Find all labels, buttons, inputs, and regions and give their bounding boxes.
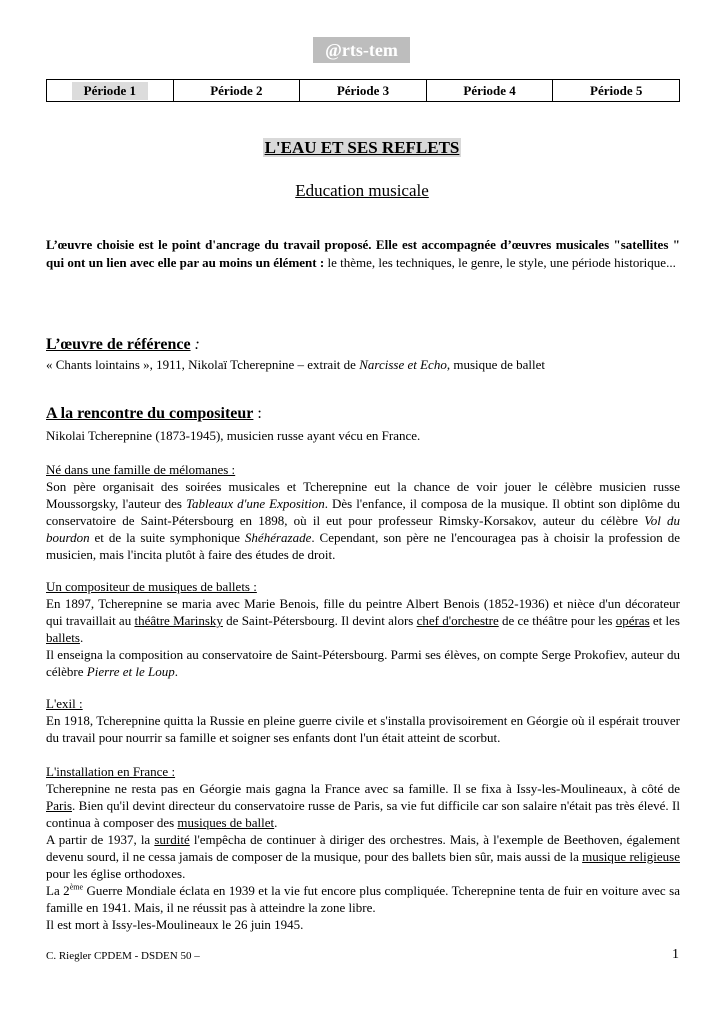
page-subtitle: Education musicale [295, 181, 429, 200]
section-text-2: A partir de 1937, la surdité l'empêcha de continuer à diriger des orchestres. Mais, à l'exemple de Beethoven, également devenu sourd, il ne cessa jamais de composer de la musique, pour des ballets bien sûr, mais aussi de la musique religieuse pour les église orthodoxes. [46, 832, 680, 881]
section-title: Né dans une famille de mélomanes : [46, 462, 236, 477]
section-exil [46, 695, 680, 746]
section-text-3: La 2ème Guerre Mondiale éclata en 1939 et la vie fut encore plus compliquée. Tcherepnine tenta de fuir en voiture avec sa famille en 1941. Mais, il ne réussit pas à atteindre la zone libre. [46, 882, 680, 915]
tab-label: Période 4 [463, 82, 516, 98]
link-chef-orchestre[interactable]: chef d'orchestre [416, 613, 499, 628]
section-text-4: Il est mort à Issy-les-Moulineaux le 26 juin 1945. [46, 917, 304, 932]
tab-periode-3[interactable] [300, 80, 427, 101]
tab-periode-5[interactable] [553, 80, 679, 101]
period-tabs [46, 79, 680, 102]
section-text-2: Il enseigna la composition au conservatoire de Saint-Pétersbourg. Parmi ses élèves, on compte Serge Prokofiev, auteur du célèbre Pierre et le Loup. [46, 647, 680, 679]
reference-line: « Chants lointains », 1911, Nikolaï Tcherepnine – extrait de Narcisse et Echo, musique de ballet [46, 357, 546, 372]
tab-periode-2[interactable] [174, 80, 301, 101]
section-family [46, 461, 680, 563]
link-musiques-ballet[interactable]: musiques de ballet [177, 815, 275, 830]
section-text: En 1918, Tcherepnine quitta la Russie en pleine guerre civile et s'installa provisoirement en Géorgie où il espérait trouver du travail pour nourrir sa famille et soigner ses enfants dont l'un était atteint de scorbut. [46, 713, 680, 745]
tab-label: Période 5 [590, 82, 643, 98]
section-text: Son père organisait des soirées musicales et Tcherepnine eut la chance de voir jouer le célèbre musicien russe Moussorgsky, l'auteur des Tableaux d'une Exposition. Dès l'enfance, il composa de la musique. Il obtint son diplôme du conservatoire de Saint-Pétersbourg en 1898, où il eut pour professeur Rimsky-Korsakov, auteur du célèbre Vol du bourdon et de la suite symphonique Shéhérazade. Cependant, son père ne l'encouragea pas à choisir la profession de musicien, mais l'incita plutôt à faire des études de droit. [46, 479, 681, 562]
page-title: L'EAU ET SES REFLETS [264, 138, 460, 157]
section-france [46, 763, 680, 933]
reference-heading: L’œuvre de référence : [46, 336, 200, 353]
composer-heading: A la rencontre du compositeur : [46, 405, 262, 422]
site-logo: @rts-tem [313, 37, 410, 63]
section-title: L'exil : [46, 696, 83, 711]
section-ballets [46, 578, 680, 680]
composer-line: Nikolai Tcherepnine (1873-1945), musicien russe ayant vécu en France. [46, 428, 421, 443]
link-theatre-marinsky[interactable]: théâtre Marinsky [134, 613, 223, 628]
section-text: En 1897, Tcherepnine se maria avec Marie Benois, fille du peintre Albert Benois (1852-1936) et nièce d'un décorateur qui travaillait au théâtre Marinsky de Saint-Pétersbourg. Il devint alors chef d'orchestre de ce théâtre pour les opéras et les ballets. [46, 596, 680, 645]
link-surdite[interactable]: surdité [154, 832, 190, 847]
tab-label: Période 2 [210, 82, 263, 98]
section-title: L'installation en France : [46, 764, 176, 779]
section-text: Tcherepnine ne resta pas en Géorgie mais gagna la France avec sa famille. Il se fixa à Issy-les-Moulineaux, à côté de Paris. Bien qu'il devint directeur du conservatoire russe de Paris, sa vie fut difficile car son salaire n'était pas très élevé. Il continua à composer des musiques de ballet. [46, 781, 680, 830]
tab-periode-1[interactable] [47, 80, 174, 101]
section-title: Un compositeur de musiques de ballets : [46, 579, 257, 594]
link-ballets[interactable]: ballets [46, 630, 80, 645]
page-number: 1 [672, 947, 679, 962]
link-musique-religieuse[interactable]: musique religieuse [582, 849, 680, 864]
link-paris[interactable]: Paris [46, 798, 72, 813]
footer-credit: C. Riegler CPDEM - DSDEN 50 – [46, 950, 200, 962]
tab-label: Période 3 [336, 82, 390, 98]
tab-label: Période 1 [72, 82, 148, 100]
link-operas[interactable]: opéras [615, 613, 650, 628]
tab-periode-4[interactable] [427, 80, 554, 101]
intro-paragraph: L’œuvre choisie est le point d'ancrage du travail proposé. Elle est accompagnée d’œuvres musicales "satellites " qui ont un lien avec elle par au moins un élément : le thème, les techniques, le genre, le style, une période historique... [46, 237, 680, 270]
